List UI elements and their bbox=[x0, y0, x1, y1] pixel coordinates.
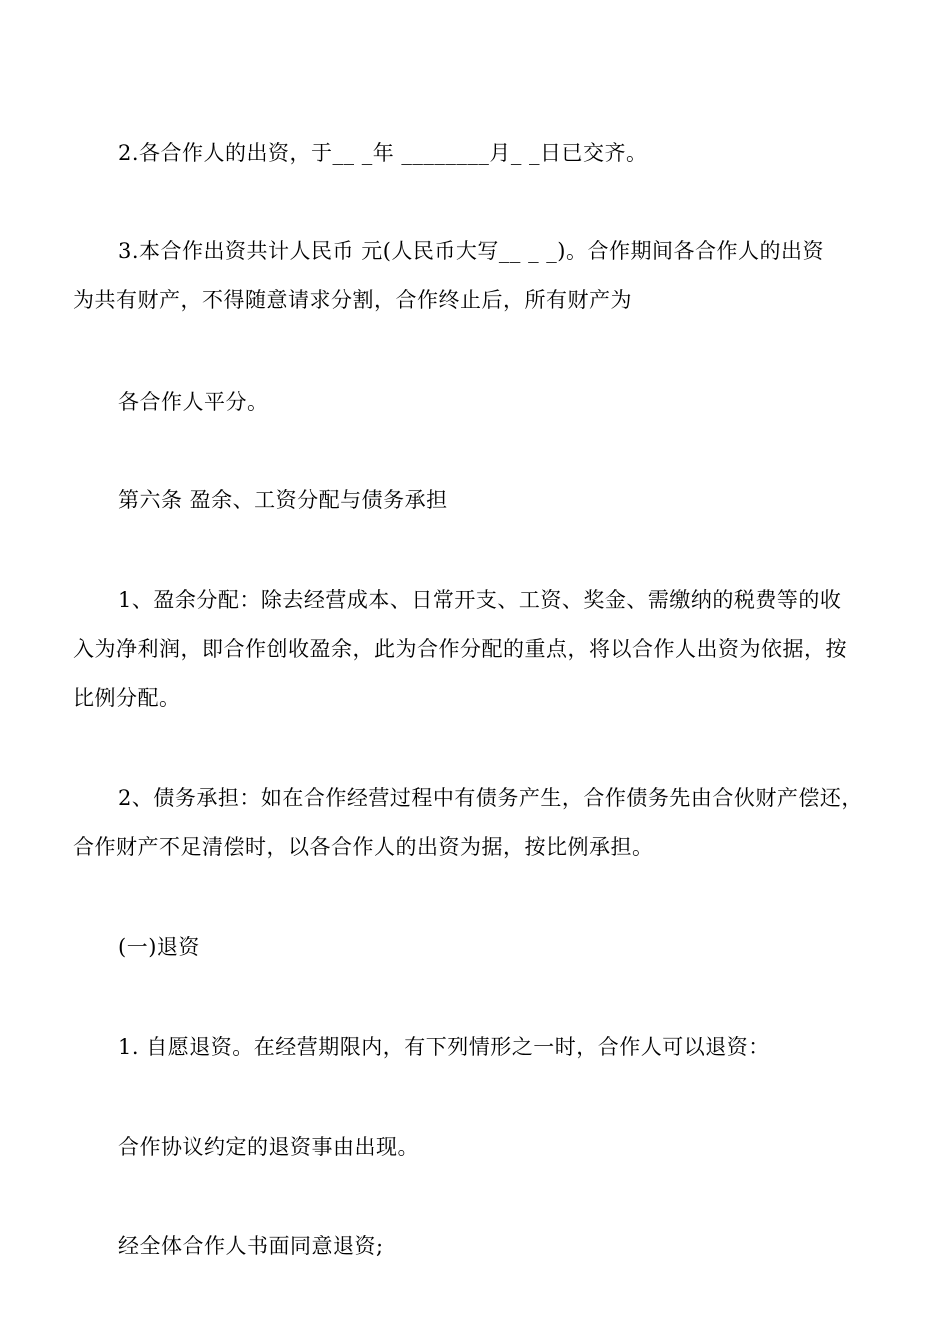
section-heading-article-six: 第六条 盈余、工资分配与债务承担 bbox=[118, 488, 448, 512]
paragraph-capital-paid-date: 2.各合作人的出资，于__ _年 ________月_ _日已交齐。 bbox=[118, 141, 648, 165]
paragraph-voluntary-withdrawal: 1. 自愿退资。在经营期限内，有下列情形之一时，合作人可以退资： bbox=[118, 1035, 770, 1059]
paragraph-withdrawal-condition-2: 经全体合作人书面同意退资; bbox=[118, 1234, 384, 1258]
paragraph-profit-distribution-line1: 1、盈余分配：除去经营成本、日常开支、工资、奖金、需缴纳的税费等的收 bbox=[118, 588, 842, 612]
paragraph-profit-distribution-line2: 入为净利润，即合作创收盈余，此为合作分配的重点，将以合作人出资为依据，按 bbox=[73, 637, 847, 661]
paragraph-withdrawal-condition-1: 合作协议约定的退资事由出现。 bbox=[118, 1135, 419, 1159]
section-heading-withdrawal: (一)退资 bbox=[118, 935, 200, 959]
paragraph-debt-bearing-line2: 合作财产不足清偿时，以各合作人的出资为据，按比例承担。 bbox=[73, 835, 654, 859]
paragraph-profit-distribution-line3: 比例分配。 bbox=[73, 686, 181, 710]
paragraph-total-capital-line1: 3.本合作出资共计人民币 元(人民币大写__ _ _)。合作期间各合作人的出资 bbox=[118, 239, 824, 263]
paragraph-total-capital-line2: 为共有财产，不得随意请求分割，合作终止后，所有财产为 bbox=[73, 288, 632, 312]
paragraph-equal-share: 各合作人平分。 bbox=[118, 390, 269, 414]
paragraph-debt-bearing-line1: 2、债务承担：如在合作经营过程中有债务产生，合作债务先由合伙财产偿还， bbox=[118, 786, 863, 810]
